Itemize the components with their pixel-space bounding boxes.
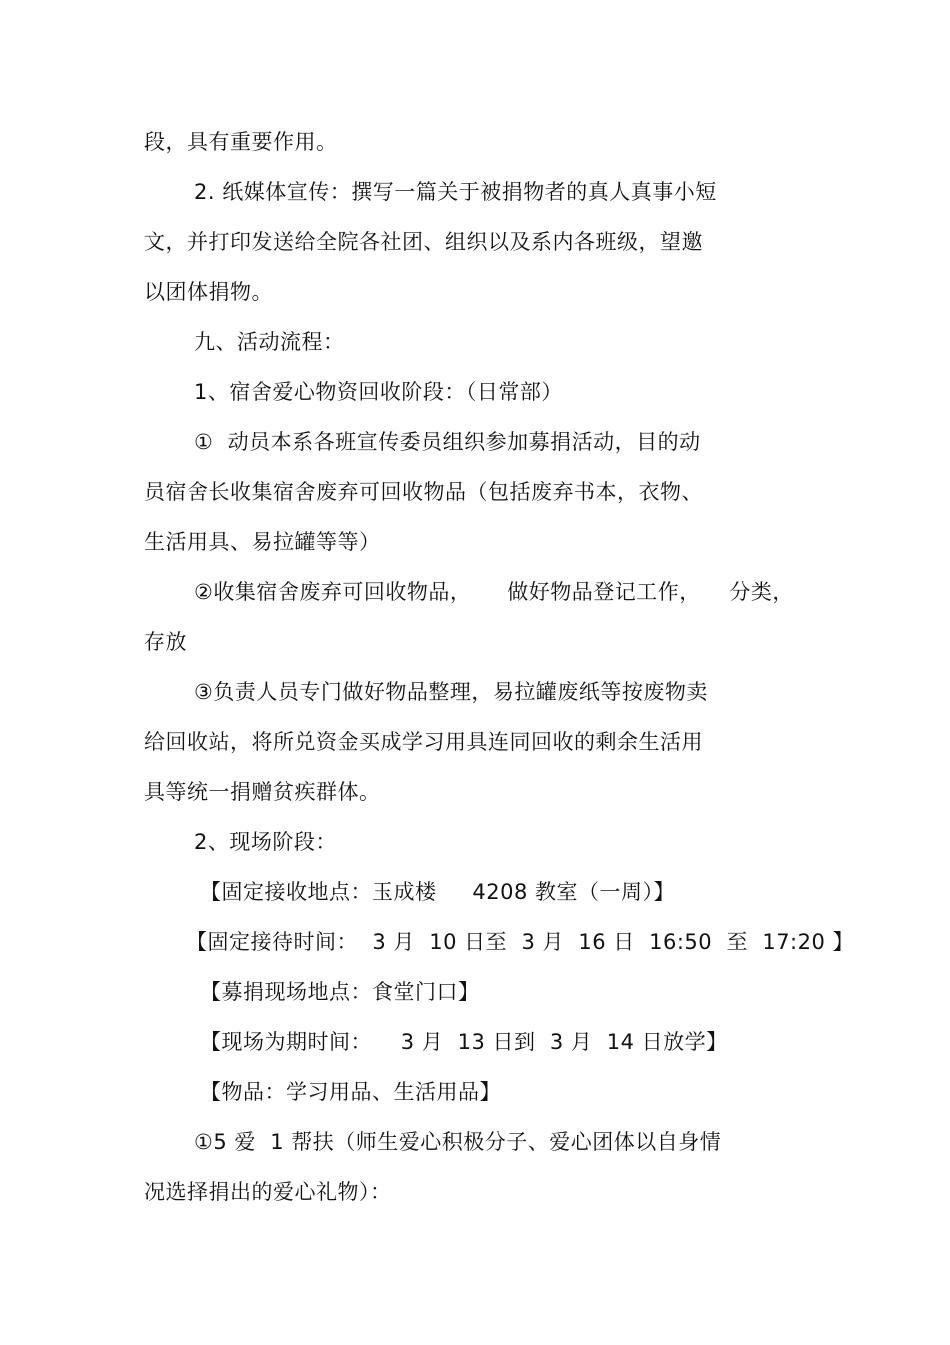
text-line: 段，具有重要作用。 [144, 130, 338, 154]
text-line: 以团体捐物。 [144, 280, 273, 304]
text-line: 2. 纸媒体宣传：撰写一篇关于被捐物者的真人真事小短 [194, 180, 717, 204]
text-line: 给回收站，将所兑资金买成学习用具连同回收的剩余生活用 [144, 730, 703, 754]
text-line: 况选择捐出的爱心礼物）： [144, 1180, 392, 1204]
text-line: 2、现场阶段： [194, 830, 337, 854]
text-line: 【固定接收地点：玉成楼 4208 教室（一周）】 [200, 880, 675, 904]
text-line: 具等统一捐赠贫疾群体。 [144, 780, 381, 804]
section-heading: 九、活动流程： [194, 330, 345, 354]
text-line: ②收集宿舍废弃可回收物品， 做好物品登记工作， 分类， [194, 580, 794, 604]
text-line: 【固定接待时间： 3 月 10 日至 3 月 16 日 16:50 至 17:20 】 [186, 930, 855, 954]
text-line: 员宿舍长收集宿舍废弃可回收物品（包括废弃书本，衣物、 [144, 480, 703, 504]
text-line: ③负责人员专门做好物品整理，易拉罐废纸等按废物卖 [194, 680, 708, 704]
text-line: 【募捐现场地点：食堂门口】 [200, 980, 480, 1004]
text-line: 【物品：学习用品、生活用品】 [200, 1080, 501, 1104]
text-line: ① 动员本系各班宣传委员组织参加募捐活动，目的动 [194, 430, 701, 454]
text-line: 存放 [144, 630, 187, 654]
text-line: 【现场为期时间： 3 月 13 日到 3 月 14 日放学】 [200, 1030, 728, 1054]
text-line: 生活用具、易拉罐等等） [144, 530, 381, 554]
text-line: ①5 爱 1 帮扶（师生爱心积极分子、爱心团体以自身情 [194, 1130, 722, 1154]
text-line: 1、宿舍爱心物资回收阶段：（日常部） [194, 380, 563, 404]
text-line: 文，并打印发送给全院各社团、组织以及系内各班级，望邀 [144, 230, 703, 254]
